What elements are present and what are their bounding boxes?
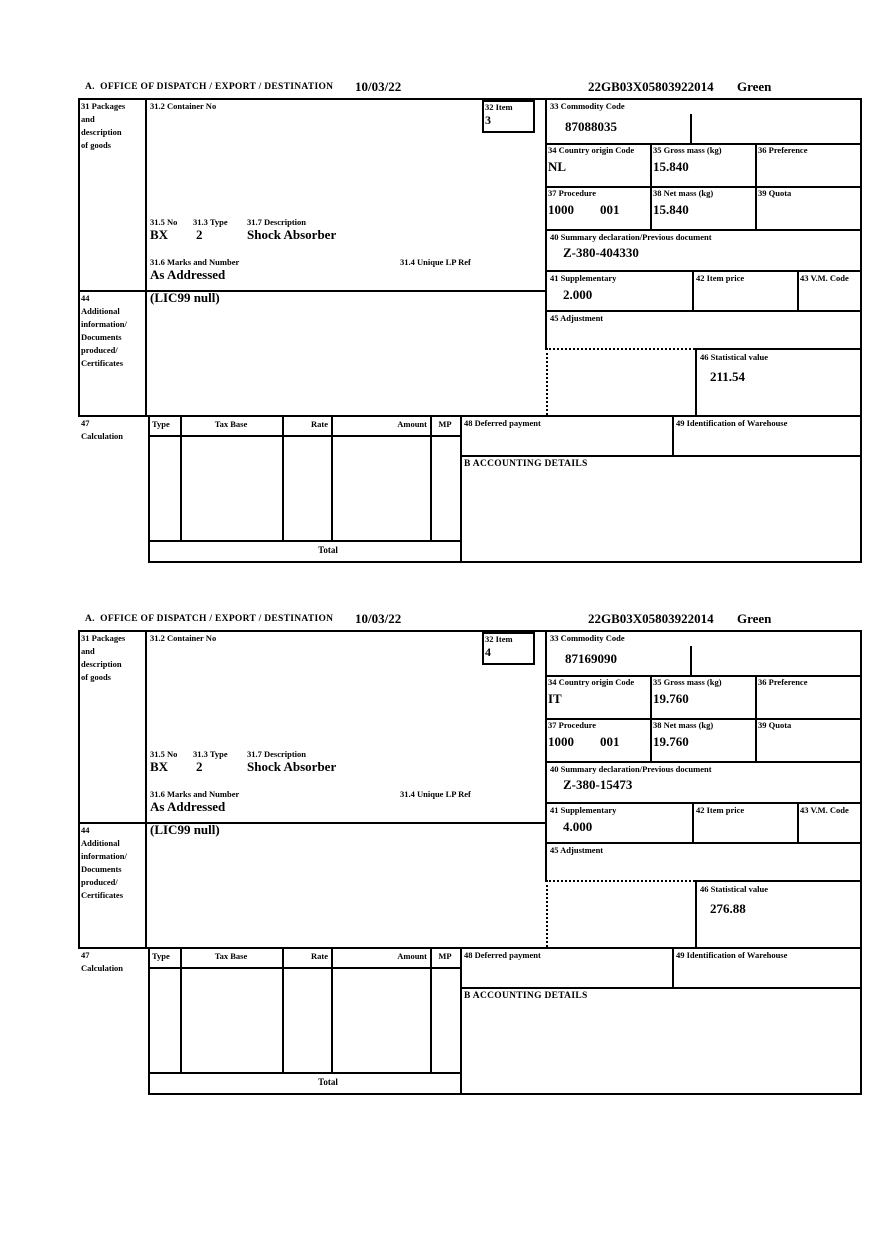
additional-information-value: (LIC99 null)	[150, 822, 220, 837]
dotted-line	[546, 880, 548, 947]
box31-label: description	[81, 659, 122, 669]
packages-type-value: 2	[196, 227, 203, 242]
grid-line	[282, 947, 284, 1072]
unique-lp-ref-label: 31.4 Unique LP Ref	[400, 789, 471, 799]
declaration-date: 10/03/22	[355, 79, 402, 94]
box31-label: 31 Packages	[81, 101, 126, 111]
calc-col-amount: Amount	[397, 951, 427, 961]
calc-col-rate: Rate	[311, 419, 328, 429]
packages-type-value: 2	[196, 759, 203, 774]
description-label: 31.7 Description	[247, 749, 307, 759]
grid-line	[692, 802, 694, 844]
grid-line	[145, 98, 147, 415]
box47-label: Calculation	[81, 963, 124, 973]
grid-line	[672, 947, 674, 987]
grid-line	[282, 415, 284, 540]
item-detail-table	[78, 630, 862, 1095]
grid-line	[78, 630, 862, 632]
item-price-label: 42 Item price	[696, 805, 745, 815]
box44-label: Additional	[81, 838, 120, 848]
warehouse-id-label: 49 Identification of Warehouse	[676, 950, 788, 960]
previous-document-value: Z-380-404330	[563, 245, 639, 260]
box47-label: Calculation	[81, 431, 124, 441]
calc-col-type: Type	[152, 419, 170, 429]
procedure-value: 1000	[548, 734, 574, 749]
commodity-code-divider	[690, 114, 692, 143]
grid-line	[650, 143, 652, 231]
grid-line	[148, 435, 462, 437]
box44-label: information/	[81, 851, 127, 861]
grid-line	[545, 229, 862, 231]
item-number-value: 4	[485, 645, 491, 659]
grid-line	[533, 632, 535, 665]
grid-line	[180, 415, 182, 540]
marks-label: 31.6 Marks and Number	[150, 789, 240, 799]
box44-label: Documents	[81, 864, 122, 874]
grid-line	[78, 290, 547, 292]
calc-col-tax-base: Tax Base	[214, 419, 248, 429]
preference-label: 36 Preference	[758, 677, 808, 687]
calc-col-rate: Rate	[311, 951, 328, 961]
box31-label: and	[81, 646, 95, 656]
statistical-value: 276.88	[710, 901, 746, 916]
grid-line	[145, 630, 147, 947]
country-origin-label: 34 Country origin Code	[548, 677, 635, 687]
grid-line	[545, 761, 862, 763]
grid-line	[545, 802, 862, 804]
item-number-value: 3	[485, 113, 491, 127]
grid-line	[533, 100, 535, 133]
dotted-line	[545, 348, 695, 350]
gross-mass-label: 35 Gross mass (kg)	[653, 145, 722, 155]
declaration-reference: 22GB03X05803922014	[588, 79, 714, 94]
procedure-label: 37 Procedure	[548, 188, 597, 198]
description-label: 31.7 Description	[247, 217, 307, 227]
grid-line	[797, 270, 799, 312]
warehouse-id-label: 49 Identification of Warehouse	[676, 418, 788, 428]
office-of-dispatch-label: A. OFFICE OF DISPATCH / EXPORT / DESTINATION	[85, 614, 334, 624]
grid-line	[180, 947, 182, 1072]
calc-col-mp: MP	[438, 419, 452, 429]
country-origin-value: IT	[548, 691, 562, 706]
gross-mass-value: 15.840	[653, 159, 689, 174]
goods-description-value: Shock Absorber	[247, 759, 337, 774]
grid-line	[545, 270, 862, 272]
commodity-code-value: 87169090	[565, 651, 617, 666]
calc-col-amount: Amount	[397, 419, 427, 429]
grid-line	[78, 98, 80, 415]
commodity-code-value: 87088035	[565, 119, 617, 134]
previous-document-label: 40 Summary declaration/Previous document	[550, 232, 712, 242]
box44-label: 44	[81, 825, 90, 835]
deferred-payment-label: 48 Deferred payment	[464, 950, 541, 960]
grid-line	[430, 947, 432, 1072]
total-label: Total	[318, 545, 338, 555]
container-no-label: 31.2 Container No	[150, 633, 217, 643]
grid-line	[460, 987, 862, 989]
grid-line	[672, 415, 674, 455]
grid-line	[331, 947, 333, 1072]
declaration-item-section-4	[0, 612, 882, 1144]
grid-line	[695, 880, 697, 947]
box44-label: Certificates	[81, 890, 124, 900]
statistical-value: 211.54	[710, 369, 746, 384]
previous-document-label: 40 Summary declaration/Previous document	[550, 764, 712, 774]
vm-code-label: 43 V.M. Code	[800, 273, 849, 283]
procedure-value-2: 001	[600, 202, 620, 217]
grid-line	[148, 1072, 462, 1074]
box44-label: Additional	[81, 306, 120, 316]
grid-line	[148, 561, 862, 563]
grid-line	[545, 310, 862, 312]
commodity-code-label: 33 Commodity Code	[550, 633, 625, 643]
packages-type-label: 31.3 Type	[193, 217, 228, 227]
procedure-label: 37 Procedure	[548, 720, 597, 730]
calc-col-tax-base: Tax Base	[214, 951, 248, 961]
item-price-label: 42 Item price	[696, 273, 745, 283]
gross-mass-label: 35 Gross mass (kg)	[653, 677, 722, 687]
preference-label: 36 Preference	[758, 145, 808, 155]
item-detail-table	[78, 98, 862, 563]
supplementary-value: 2.000	[563, 287, 593, 302]
packages-no-label: 31.5 No	[150, 749, 178, 759]
marks-label: 31.6 Marks and Number	[150, 257, 240, 267]
box31-label: description	[81, 127, 122, 137]
office-of-dispatch-label: A. OFFICE OF DISPATCH / EXPORT / DESTINATION	[85, 82, 334, 92]
grid-line	[482, 100, 484, 133]
grid-line	[148, 1093, 862, 1095]
box44-label: 44	[81, 293, 90, 303]
adjustment-label: 45 Adjustment	[550, 845, 604, 855]
grid-line	[545, 842, 862, 844]
statistical-value-label: 46 Statistical value	[700, 884, 768, 894]
declaration-date: 10/03/22	[355, 611, 402, 626]
quota-label: 39 Quota	[758, 720, 792, 730]
net-mass-value: 19.760	[653, 734, 689, 749]
vm-code-label: 43 V.M. Code	[800, 805, 849, 815]
packages-no-label: 31.5 No	[150, 217, 178, 227]
net-mass-value: 15.840	[653, 202, 689, 217]
grid-line	[78, 947, 862, 949]
commodity-code-label: 33 Commodity Code	[550, 101, 625, 111]
accounting-details-label: B ACCOUNTING DETAILS	[464, 459, 588, 469]
goods-description-value: Shock Absorber	[247, 227, 337, 242]
deferred-payment-label: 48 Deferred payment	[464, 418, 541, 428]
box47-label: 47	[81, 418, 90, 428]
supplementary-label: 41 Supplementary	[550, 805, 617, 815]
declaration-reference: 22GB03X05803922014	[588, 611, 714, 626]
packages-type-label: 31.3 Type	[193, 749, 228, 759]
routing-status: Green	[737, 611, 772, 626]
grid-line	[78, 630, 80, 947]
grid-line	[755, 675, 757, 763]
statistical-value-label: 46 Statistical value	[700, 352, 768, 362]
grid-line	[482, 632, 484, 665]
total-label: Total	[318, 1077, 338, 1087]
gross-mass-value: 19.760	[653, 691, 689, 706]
country-origin-value: NL	[548, 159, 567, 174]
grid-line	[695, 880, 862, 882]
grid-line	[860, 630, 862, 1095]
grid-line	[331, 415, 333, 540]
box47-label: 47	[81, 950, 90, 960]
grid-line	[482, 131, 535, 133]
marks-value: As Addressed	[150, 267, 226, 282]
grid-line	[692, 270, 694, 312]
box44-label: information/	[81, 319, 127, 329]
box44-label: produced/	[81, 877, 118, 887]
grid-line	[797, 802, 799, 844]
routing-status: Green	[737, 79, 772, 94]
grid-line	[430, 415, 432, 540]
country-origin-label: 34 Country origin Code	[548, 145, 635, 155]
procedure-value: 1000	[548, 202, 574, 217]
calc-col-type: Type	[152, 951, 170, 961]
unique-lp-ref-label: 31.4 Unique LP Ref	[400, 257, 471, 267]
box44-label: Documents	[81, 332, 122, 342]
item-box-label: 32 Item	[485, 634, 513, 644]
dotted-line	[546, 348, 548, 415]
grid-line	[482, 663, 535, 665]
supplementary-label: 41 Supplementary	[550, 273, 617, 283]
container-no-label: 31.2 Container No	[150, 101, 217, 111]
declaration-item-section-3	[0, 80, 882, 612]
box31-label: and	[81, 114, 95, 124]
accounting-details-label: B ACCOUNTING DETAILS	[464, 991, 588, 1001]
box44-label: Certificates	[81, 358, 124, 368]
procedure-value-2: 001	[600, 734, 620, 749]
grid-line	[695, 348, 697, 415]
adjustment-label: 45 Adjustment	[550, 313, 604, 323]
box31-label: of goods	[81, 140, 111, 150]
grid-line	[695, 348, 862, 350]
additional-information-value: (LIC99 null)	[150, 290, 220, 305]
marks-value: As Addressed	[150, 799, 226, 814]
grid-line	[148, 540, 462, 542]
commodity-code-divider	[690, 646, 692, 675]
packages-no-value: BX	[150, 759, 169, 774]
previous-document-value: Z-380-15473	[563, 777, 633, 792]
dotted-line	[545, 880, 695, 882]
net-mass-label: 38 Net mass (kg)	[653, 188, 714, 198]
grid-line	[650, 675, 652, 763]
grid-line	[78, 822, 547, 824]
supplementary-value: 4.000	[563, 819, 593, 834]
grid-line	[78, 415, 862, 417]
packages-no-value: BX	[150, 227, 169, 242]
net-mass-label: 38 Net mass (kg)	[653, 720, 714, 730]
grid-line	[460, 455, 862, 457]
calc-col-mp: MP	[438, 951, 452, 961]
box31-label: 31 Packages	[81, 633, 126, 643]
box44-label: produced/	[81, 345, 118, 355]
quota-label: 39 Quota	[758, 188, 792, 198]
item-box-label: 32 Item	[485, 102, 513, 112]
grid-line	[755, 143, 757, 231]
grid-line	[148, 967, 462, 969]
grid-line	[78, 98, 862, 100]
grid-line	[860, 98, 862, 563]
box31-label: of goods	[81, 672, 111, 682]
